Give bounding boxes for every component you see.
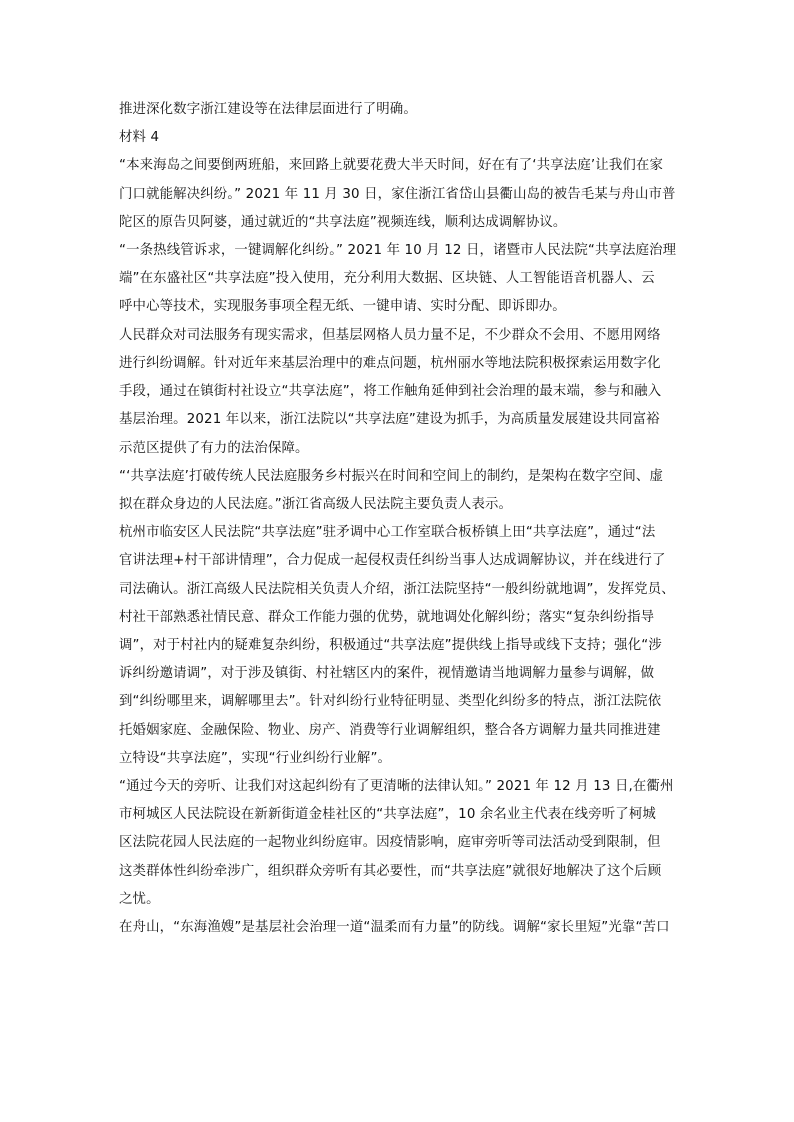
- text-line: 陀区的原告贝阿婆，通过就近的“共享法庭”视频连线，顺利达成调解协议。: [119, 215, 567, 230]
- text-line: 进行纠纷调解。针对近年来基层治理中的难点问题，杭州丽水等地法院积极探索运用数字化: [119, 356, 661, 371]
- text-line: 示范区提供了有力的法治保障。: [119, 441, 309, 456]
- text-line: 区法院花园人民法庭的一起物业纠纷庭审。因疫情影响，庭审旁听等司法活动受到限制，但: [119, 835, 661, 850]
- text-line: 官讲法理+村干部讲情理”，合力促成一起侵权责任纠纷当事人达成调解协议，并在线进行了: [119, 553, 666, 568]
- text-line: 这类群体性纠纷牵涉广，组织群众旁听有其必要性，而“共享法庭”就很好地解决了这个后顾: [119, 864, 662, 879]
- text-line: 手段，通过在镇街村社设立“共享法庭”，将工作触角延伸到社会治理的最末端，参与和融入: [119, 384, 662, 399]
- text-line: 司法确认。浙江高级人民法院相关负责人介绍，浙江法院坚持“一般纠纷就地调”，发挥党员、: [119, 582, 675, 597]
- text-line: 端”在东盛社区“共享法庭”投入使用，充分利用大数据、区块链、人工智能语音机器人、云: [119, 271, 655, 286]
- text-line: 之忧。: [119, 892, 160, 907]
- text-line: 基层治理。2021 年以来，浙江法院以“共享法庭”建设为抓手，为高质量发展建设共同富裕: [119, 412, 660, 427]
- text-line: 推进深化数字浙江建设等在法律层面进行了明确。: [119, 102, 417, 117]
- text-line: 拟在群众身边的人民法庭。”浙江省高级人民法院主要负责人表示。: [119, 497, 513, 512]
- text-line: 门口就能解决纠纷。” 2021 年 11 月 30 日，家住浙江省岱山县衢山岛的被告毛某与舟山市普: [119, 187, 676, 202]
- text-line: 诉纠纷邀请调”，对于涉及镇街、村社辖区内的案件，视情邀请当地调解力量参与调解，做: [119, 666, 655, 681]
- text-line: 托婚姻家庭、金融保险、物业、房产、消费等行业调解组织，整合各方调解力量共同推进建: [119, 723, 661, 738]
- text-line: 呼中心等技术，实现服务事项全程无纸、一键申请、实时分配、即诉即办。: [119, 299, 566, 314]
- text-line: “本来海岛之间要倒两班船，来回路上就要花费大半天时间，好在有了‘共享法庭’让我们在家: [119, 158, 663, 173]
- text-line: 在舟山，“东海渔嫂”是基层社会治理一道“温柔而有力量”的防线。调解“家长里短”光靠“苦口: [119, 920, 670, 935]
- text-line: “‘共享法庭’打破传统人民法庭服务乡村振兴在时间和空间上的制约，是架构在数字空间、虚: [119, 469, 663, 484]
- text-line: 杭州市临安区人民法院“共享法庭”驻矛调中心工作室联合板桥镇上田“共享法庭”，通过“法: [119, 525, 656, 540]
- text-line: 立特设“共享法庭”，实现“行业纠纷行业解”。: [119, 751, 392, 766]
- text-line: 村社干部熟悉社情民意、群众工作能力强的优势，就地调处化解纠纷；落实“复杂纠纷指导: [119, 610, 655, 625]
- text-line: 人民群众对司法服务有现实需求，但基层网格人员力量不足，不少群众不会用、不愿用网络: [119, 328, 661, 343]
- text-line: “通过今天的旁听、让我们对这起纠纷有了更清晰的法律认知。” 2021 年 12 月 13 日,在衢州: [119, 779, 674, 794]
- text-line: 市柯城区人民法院设在新新街道金桂社区的“共享法庭”，10 余名业主代表在线旁听了柯城: [119, 807, 656, 822]
- text-line: “一条热线管诉求，一键调解化纠纷。” 2021 年 10 月 12 日，诸暨市人民法院“共享法庭治理: [119, 243, 677, 258]
- text-line: 到“纠纷哪里来，调解哪里去”。针对纠纷行业特征明显、类型化纠纷多的特点，浙江法院依: [119, 694, 662, 709]
- text-line: 调”，对于村社内的疑难复杂纠纷，积极通过“共享法庭”提供线上指导或线下支持；强化“涉: [119, 638, 662, 653]
- section-heading: 材料 4: [119, 130, 160, 145]
